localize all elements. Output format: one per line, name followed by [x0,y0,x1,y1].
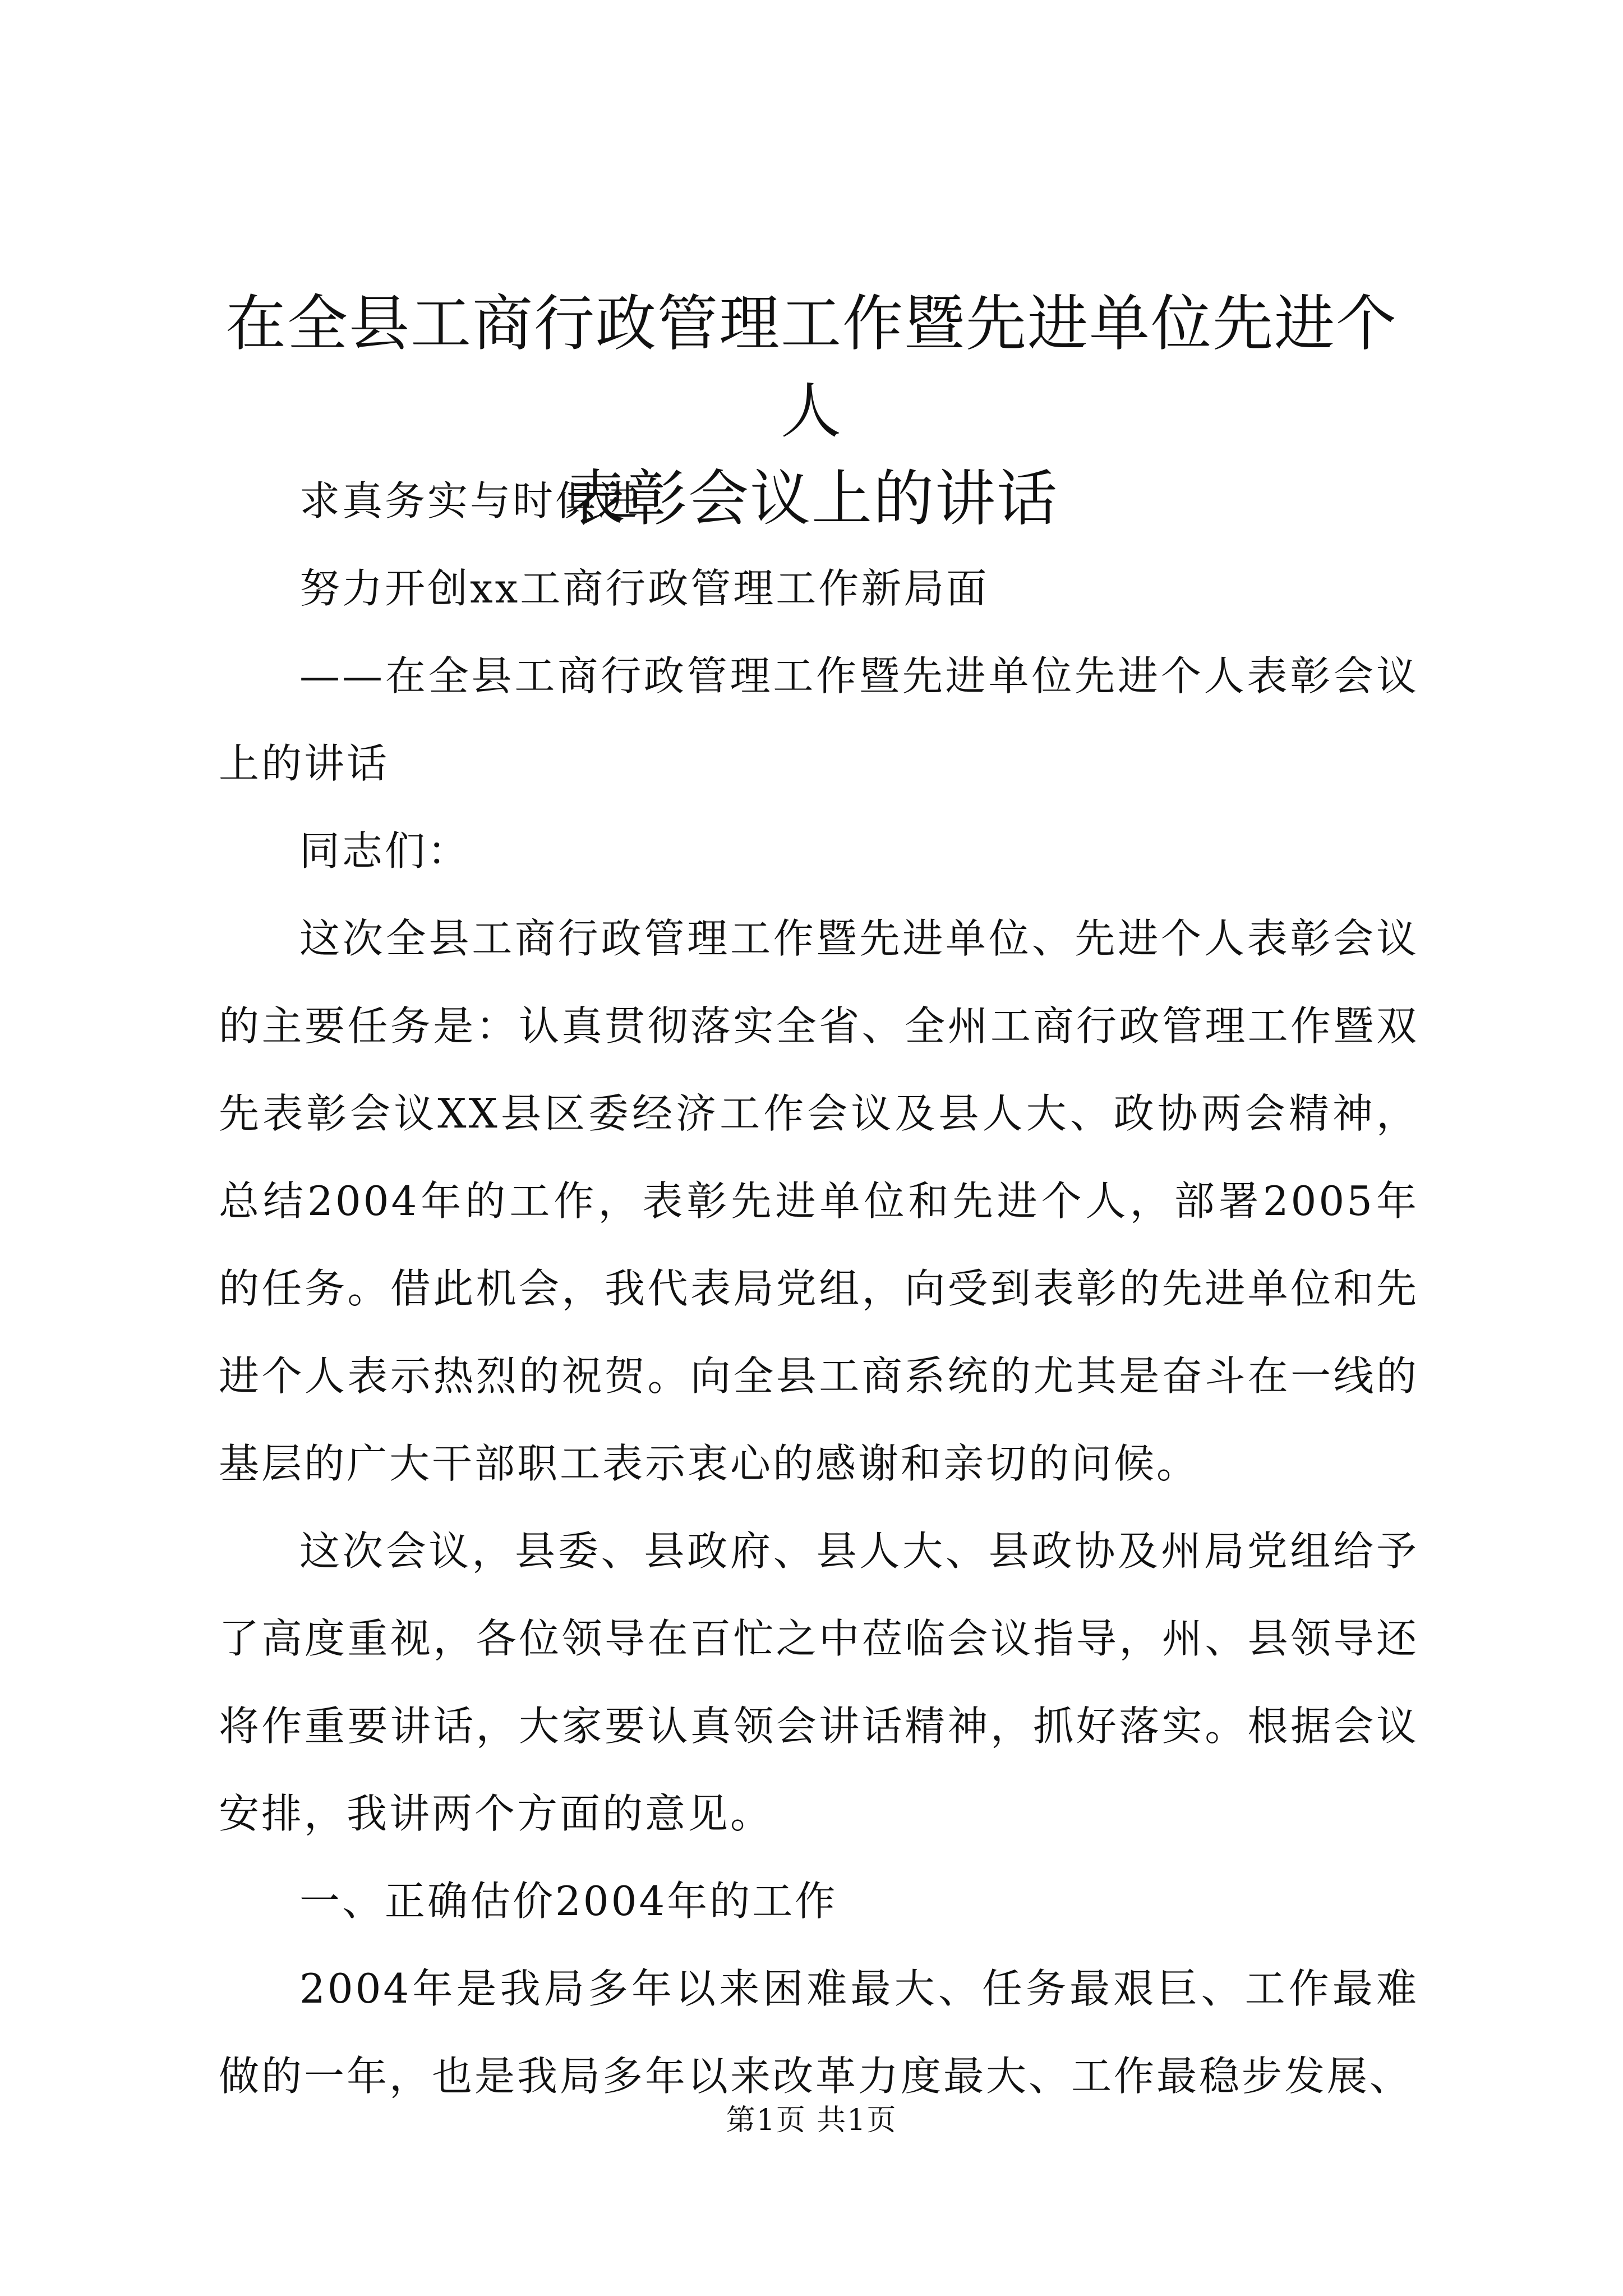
document-body [219,457,1419,2120]
paragraph-subtitle-1: 求真务实与时俱进 [299,477,641,524]
section-heading-1: 一、正确估价2004年的工作 [299,1878,838,1925]
paragraph-subtitle-3: ——在全县工商行政管理工作暨先进单位先进个人表彰会议上的讲话 [219,652,1419,787]
title-line-1: 在全县工商行政管理工作暨先进单位先进个人 [225,289,1398,447]
paragraph-subtitle-2: 努力开创xx工商行政管理工作新局面 [299,565,989,612]
title-line-2: 表彰会议上的讲话 [564,464,1058,534]
paragraph-salutation: 同志们： [299,827,471,875]
paragraph-body-1: 这次全县工商行政管理工作暨先进单位、先进个人表彰会议的主要任务是：认真贯彻落实全省、全州工商行政管理工作暨双先表彰会议XX县区委经济工作会议及县人大、政协两会精神，总结2004年的工作，表彰先进单位和先进个人，部署2005年的任务。借此机会，我代表局党组，向受到表彰的先进单位和先进个人表示热烈的祝贺。向全县工商系统的尤其是奋斗在一线的基层的广大干部职工表示衷心的感谢和亲切的问候。 [219,915,1419,1487]
paragraph-body-3: 2004年是我局多年以来困难最大、任务最艰巨、工作最难做的一年，也是我局多年以来改革力度最大、工作最稳步发展、 [219,1965,1419,2100]
page-footer: 第1页 共1页 [726,2104,897,2137]
paragraph-body-2: 这次会议，县委、县政府、县人大、县政协及州局党组给予了高度重视，各位领导在百忙之中莅临会议指导，州、县领导还将作重要讲话，大家要认真领会讲话精神，抓好落实。根据会议安排，我讲两个方面的意见。 [219,1527,1419,1837]
